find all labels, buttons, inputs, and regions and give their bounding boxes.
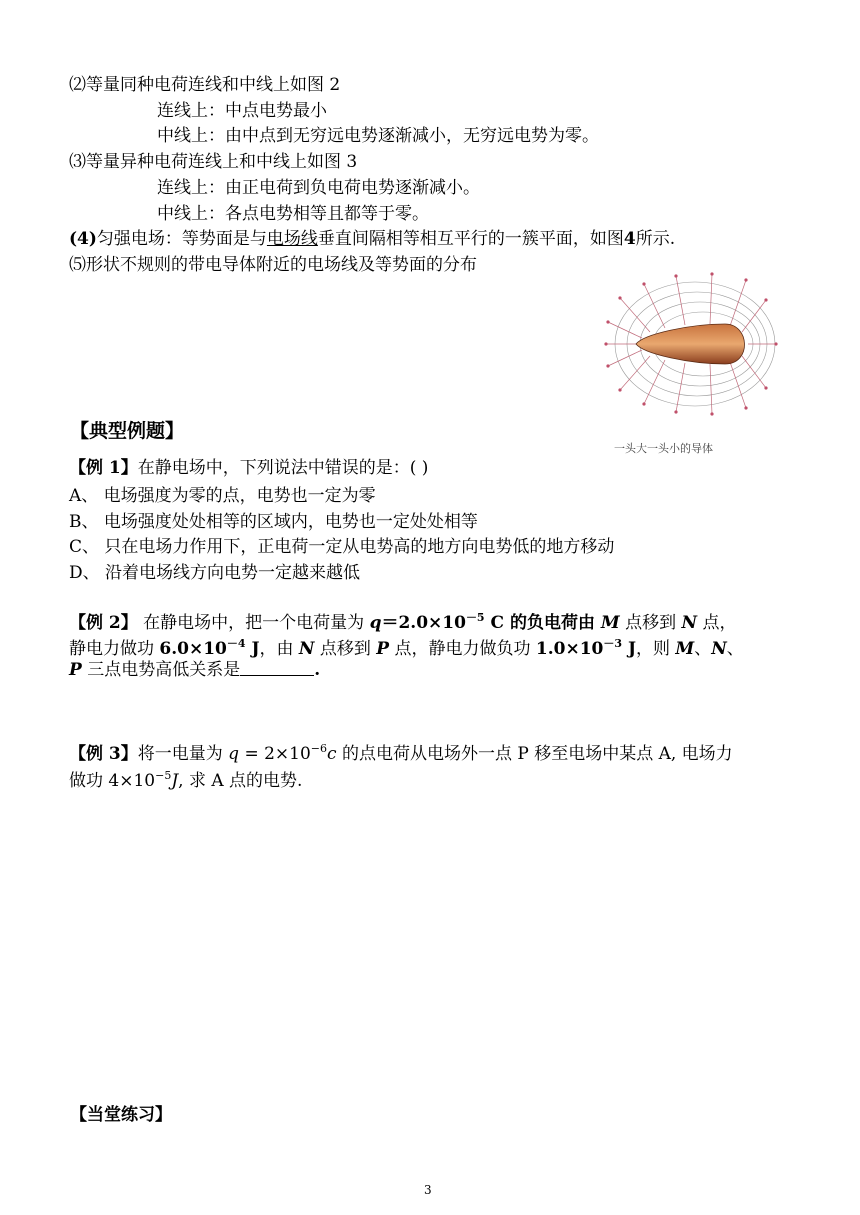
work-unit-2: J: [622, 639, 636, 659]
example-1-option-a: A、 电场强度为零的点，电势也一定为零: [69, 486, 376, 506]
example-2-text: .: [314, 660, 321, 680]
example-2-text: ，由: [259, 639, 299, 659]
answer-blank[interactable]: [240, 661, 314, 676]
example-2-text: 、: [694, 639, 712, 659]
example-2-text: 三点电势高低关系是: [81, 660, 241, 680]
example-2-text: ，则: [636, 639, 676, 659]
formula-work-exponent: −5: [155, 769, 172, 782]
var-n: N: [681, 613, 698, 633]
formula-q-value: = 2×10: [239, 744, 311, 764]
figure-caption: 一头大一头小的导体: [614, 442, 713, 455]
example-3-text: , 求 A 点的电势.: [178, 771, 303, 791]
formula-q: q: [228, 744, 240, 764]
example-3-line-2: [69, 765, 302, 792]
example-2-text: 点移到: [314, 639, 377, 659]
example-2-line-2: [69, 633, 744, 660]
item-2-title: ⑵等量同种电荷连线和中线上如图 2: [69, 75, 341, 95]
item-3-line-connect: 连线上：由正电荷到负电荷电势逐渐减小。: [157, 178, 480, 198]
example-3-text: 做功: [69, 771, 109, 791]
example-3-text: 的点电荷从电场外一点 P 移至电场中某点 A, 电场力: [336, 744, 733, 764]
formula-q-unit: c: [327, 744, 337, 764]
var-n: N: [298, 639, 315, 659]
item-4-text-c: 所示.: [635, 229, 676, 249]
var-n: N: [711, 639, 727, 659]
item-4-uniform-field: [69, 228, 675, 250]
example-1-option-c: C、 只在电场力作用下，正电荷一定从电势高的地方向电势低的地方移动: [69, 537, 615, 557]
figure-4-ref: 4: [623, 229, 636, 249]
work-unit-1: J: [245, 639, 260, 659]
item-5-title: ⑸形状不规则的带电导体附近的电场线及等势面的分布: [69, 255, 477, 275]
charge-exponent: －5: [465, 611, 485, 624]
example-2-line-3: [69, 659, 320, 681]
item-4-number: (4): [69, 229, 97, 249]
conductor-field-figure: [600, 262, 780, 462]
var-m: M: [675, 639, 695, 659]
heading-practice: 【当堂练习】: [70, 1105, 172, 1125]
example-2-text: 、: [726, 639, 744, 659]
example-1-text: 在静电场中，下列说法中错误的是：( ): [137, 458, 429, 478]
example-2-text: 在静电场中，把一个电荷量为: [137, 613, 370, 633]
example-2-text: 点，静电力做负功: [389, 639, 536, 659]
work-value-1: 6.0×10: [159, 639, 227, 659]
formula-work-value: 4×10: [108, 771, 156, 791]
example-3-text: 将一电量为: [137, 744, 229, 764]
heading-examples: 【典型例题】: [70, 420, 185, 442]
item-2-line-connect: 连线上：中点电势最小: [157, 101, 327, 121]
example-2-label: 【例 2】: [69, 613, 138, 633]
item-4-text-b: 垂直间隔相等相互平行的一簇平面，如图: [317, 229, 624, 249]
var-q: q: [369, 613, 382, 633]
example-1-question: [69, 457, 428, 479]
example-2-text: 点，: [697, 613, 737, 633]
example-3-line-1: [69, 738, 733, 765]
example-1-label: 【例 1】: [69, 458, 138, 478]
example-2-text: 静电力做功: [69, 639, 160, 659]
example-2-line-1: [69, 607, 736, 634]
charge-unit: C 的负电荷由: [484, 613, 601, 633]
page-number: 3: [424, 1183, 432, 1197]
example-2-text: 点移到: [619, 613, 682, 633]
var-m: M: [600, 613, 620, 633]
item-3-title: ⑶等量异种电荷连线上和中线上如图 3: [69, 152, 358, 172]
example-3-label: 【例 3】: [69, 744, 138, 764]
work-value-2: 1.0×10: [535, 639, 604, 659]
example-1-option-b: B、 电场强度处处相等的区域内，电势也一定处处相等: [69, 512, 478, 532]
example-1-option-d: D、 沿着电场线方向电势一定越来越低: [69, 563, 361, 583]
formula-q-exponent: −6: [310, 742, 328, 755]
work-exponent-2: －3: [603, 637, 623, 650]
var-p: P: [376, 639, 390, 659]
item-4-text-a: 匀强电场：等势面是与: [96, 229, 267, 249]
formula-work-unit: J: [171, 771, 179, 791]
field-line-term: 电场线: [266, 229, 318, 249]
charge-value: ＝2.0×10: [381, 613, 466, 633]
work-exponent-1: －4: [226, 637, 246, 650]
item-3-line-midline: 中线上：各点电势相等且都等于零。: [157, 204, 429, 224]
var-p: P: [69, 660, 82, 680]
item-2-line-midline: 中线上：由中点到无穷远电势逐渐减小，无穷远电势为零。: [157, 126, 599, 146]
